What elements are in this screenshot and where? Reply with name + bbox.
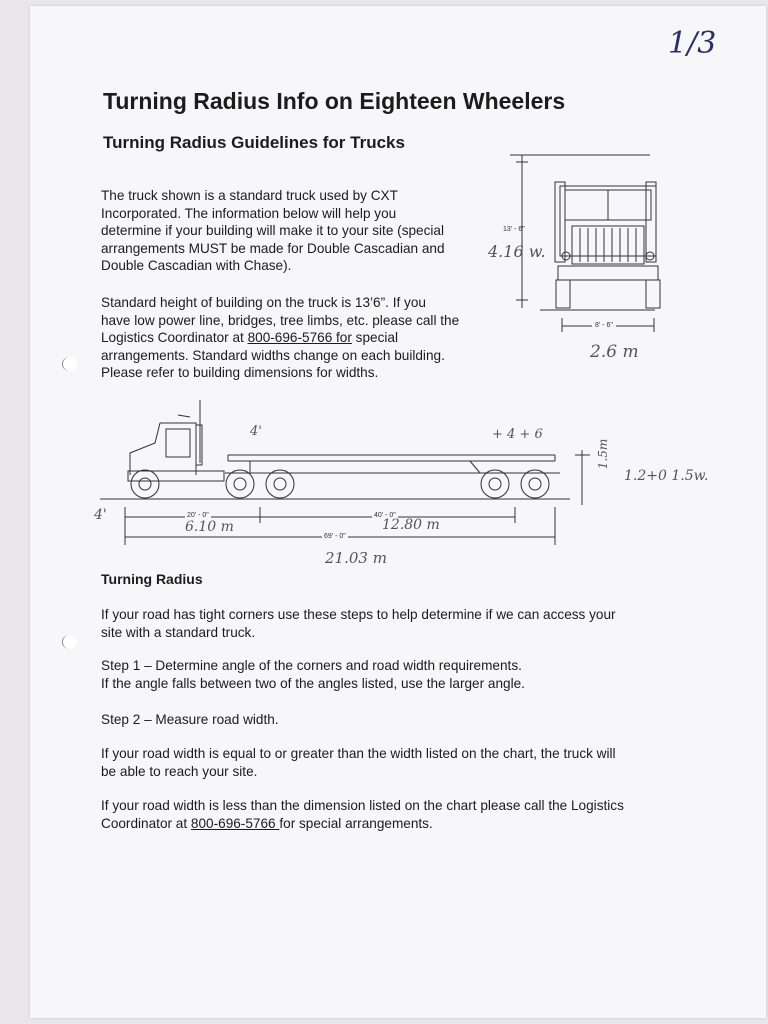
side-note-handwritten: 1.2+0 1.5w. (624, 468, 709, 484)
height-line: arrangements. Standard widths change on each building. (101, 347, 445, 363)
height-line: have low power line, bridges, tree limbs, etc. please call the (101, 312, 460, 328)
phone-number: 800-696-5766 for (247, 330, 352, 345)
height-line: Logistics Coordinator at 800-696-5766 for special (101, 330, 398, 345)
cab-handwritten: 6.10 m (185, 519, 234, 535)
deck-height-handwritten: 1.5m (596, 438, 611, 470)
page-subtitle: Turning Radius Guidelines for Trucks (103, 133, 405, 152)
truck-side-view-drawing (100, 395, 600, 545)
call-paragraph (101, 797, 721, 833)
paragraph-line: Step 1 – Determine angle of the corners and road width requirements. (101, 658, 522, 673)
left-note-handwritten: 4' (94, 507, 107, 523)
top-note-handwritten-b: + 4 + 6 (492, 427, 543, 442)
intro-paragraph (101, 187, 481, 275)
paragraph-line: Coordinator at 800-696-5766 for special arrangements. (101, 816, 433, 831)
overall-dimension: 69' - 0" (324, 533, 346, 540)
height-line: Please refer to building dimensions for widths. (101, 365, 379, 380)
height-line: Standard height of building on the truck is 13’6”. If you (101, 295, 426, 310)
road-width-paragraph (101, 745, 721, 781)
front-height-dimension: 13' - 6" (503, 226, 525, 233)
intro-line: determine if your building will make it to your site (special (101, 223, 445, 238)
paragraph-line: If your road has tight corners use these steps to help determine if we can access your (101, 607, 616, 622)
top-note-handwritten-a: 4' (250, 424, 262, 439)
paragraph-line: If your road width is equal to or greater than the width listed on the chart, the truck will (101, 746, 616, 761)
binder-hole-bottom (62, 635, 77, 649)
step2-paragraph (101, 711, 721, 729)
paragraph-line: site with a standard truck. (101, 625, 256, 640)
front-width-handwritten: 2.6 m (590, 342, 639, 362)
intro-line: Incorporated. The information below will help you (101, 205, 397, 221)
intro-line: arrangements MUST be made for Double Cascadian and (101, 240, 445, 256)
turning-radius-heading: Turning Radius (101, 571, 203, 587)
front-height-handwritten: 4.16 w. (488, 242, 546, 261)
binder-hole-top (62, 357, 77, 371)
page-title: Turning Radius Info on Eighteen Wheelers (103, 88, 566, 114)
step1-paragraph (101, 657, 721, 693)
access-paragraph (101, 606, 721, 642)
trailer-handwritten: 12.80 m (382, 517, 440, 533)
overall-handwritten: 21.03 m (325, 549, 387, 567)
front-width-dimension: 8' - 6" (592, 322, 616, 329)
intro-line: The truck shown is a standard truck used by CXT (101, 188, 398, 203)
paragraph-line: be able to reach your site. (101, 764, 258, 779)
trailer-dimension: 40' - 0" (374, 512, 396, 519)
paragraph-line: If your road width is less than the dimension listed on the chart please call the Logistics (101, 798, 624, 813)
phone-number: 800-696-5766 (190, 816, 280, 831)
paragraph-line: If the angle falls between two of the angles listed, use the larger angle. (101, 676, 525, 691)
intro-line: Double Cascadian with Chase). (101, 258, 292, 273)
height-paragraph (101, 294, 511, 382)
paragraph-line: Step 2 – Measure road width. (101, 712, 279, 727)
cab-dimension: 20' - 0" (187, 512, 209, 519)
handwritten-page-number: 1/3 (668, 26, 717, 61)
